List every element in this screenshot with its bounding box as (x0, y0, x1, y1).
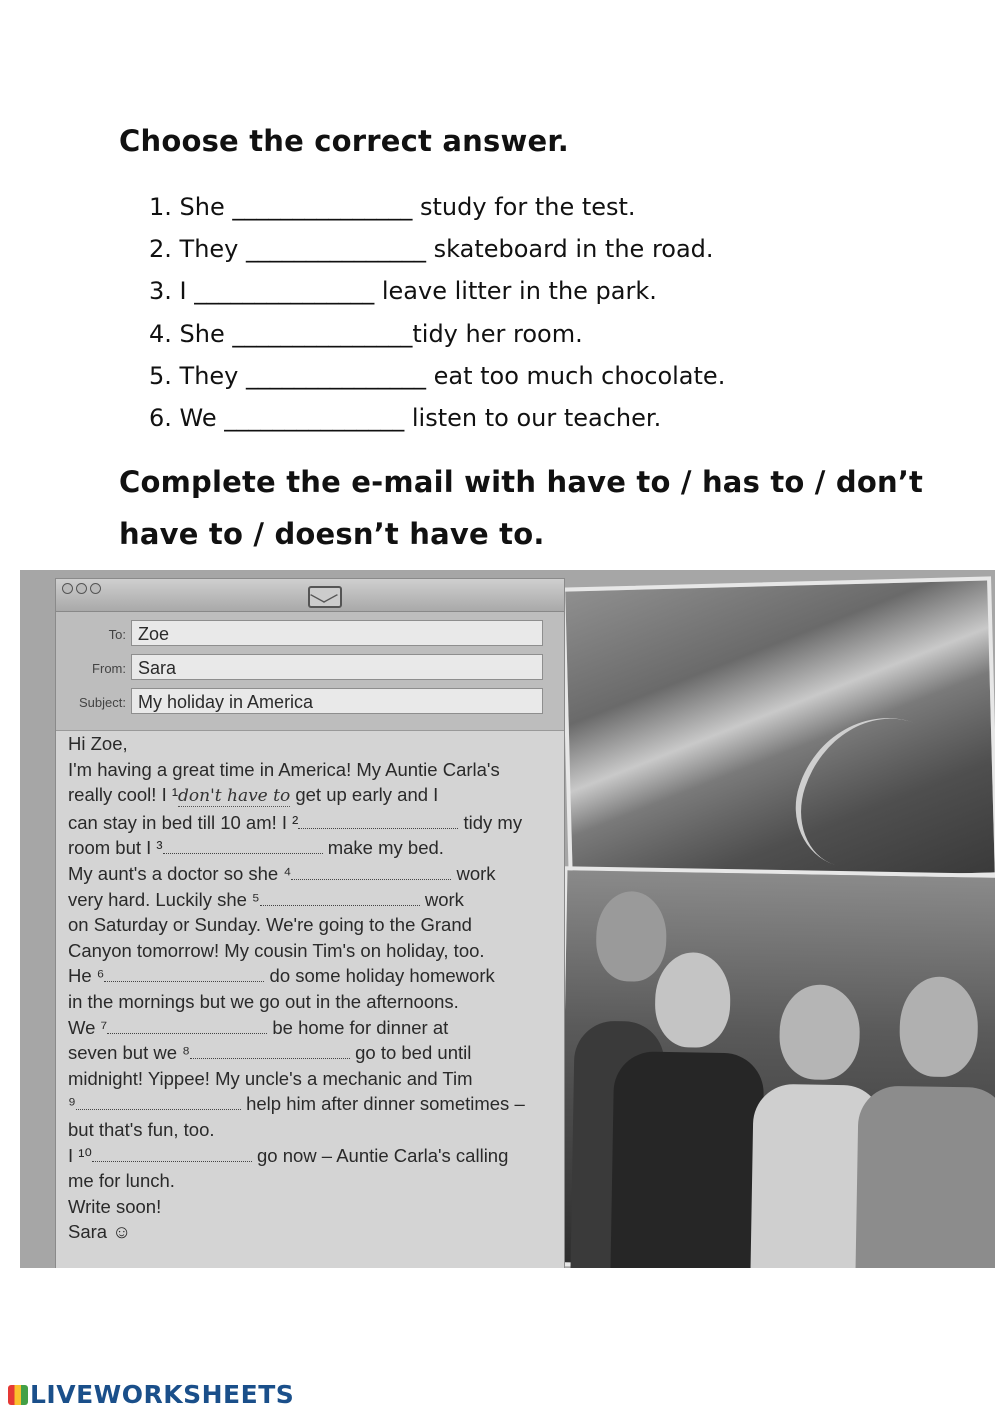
email-line: My aunt's a doctor so she ⁴ work (68, 862, 496, 884)
email-line: midnight! Yippee! My uncle's a mechanic and Tim (68, 1067, 473, 1089)
email-line: in the mornings but we go out in the afternoons. (68, 990, 459, 1012)
question-4: 4. She _______________tidy her room. (149, 320, 583, 348)
question-5: 5. They _______________ eat too much chocolate. (149, 362, 726, 390)
window-close-icon (62, 583, 73, 594)
email-line: room but I ³ make my bed. (68, 837, 444, 859)
email-line: seven but we ⁸ go to bed until (68, 1042, 472, 1064)
from-field: Sara (131, 654, 543, 680)
email-greeting: Hi Zoe, (68, 733, 128, 754)
blank-2 (298, 814, 458, 829)
email-line: very hard. Luckily she ⁵ work (68, 888, 464, 910)
blank-7 (107, 1019, 267, 1034)
email-line: We ⁷ be home for dinner at (68, 1016, 449, 1038)
question-2: 2. They _______________ skateboard in the road. (149, 235, 714, 263)
liveworksheets-logo[interactable]: LIVEWORKSHEETS (8, 1380, 294, 1409)
email-line: really cool! I ¹don't have to get up early and I (68, 784, 439, 807)
question-6: 6. We _______________ listen to our teacher. (149, 404, 662, 432)
blank-9 (76, 1095, 241, 1110)
grand-canyon-photo (561, 576, 995, 887)
email-line: me for lunch. (68, 1170, 175, 1192)
blank-4 (291, 865, 451, 880)
example-answer: don't have to (178, 786, 291, 807)
email-line: I'm having a great time in America! My Auntie Carla's (68, 758, 500, 780)
blank-10 (92, 1147, 252, 1162)
blank-5 (260, 891, 420, 906)
section-2-title-line-1: Complete the e-mail with have to / has to / don’t (119, 465, 924, 499)
subject-field: My holiday in America (131, 688, 543, 714)
section-1-title: Choose the correct answer. (119, 124, 569, 158)
person-shape (855, 1085, 995, 1268)
email-line: can stay in bed till 10 am! I ² tidy my (68, 811, 523, 833)
person-head (654, 952, 731, 1048)
window-zoom-icon (90, 583, 101, 594)
email-body (68, 731, 558, 1245)
river-shape (779, 695, 968, 893)
email-line: on Saturday or Sunday. We're going to the Grand (68, 914, 472, 936)
logo-icon (8, 1385, 28, 1405)
email-line: Write soon! (68, 1195, 162, 1217)
email-line: I ¹⁰ go now – Auntie Carla's calling (68, 1144, 509, 1166)
email-signature: Sara ☺ (68, 1221, 132, 1243)
email-titlebar (56, 579, 564, 612)
blank-8 (190, 1044, 350, 1059)
to-field: Zoe (131, 620, 543, 646)
question-1: 1. She _______________ study for the test. (149, 193, 636, 221)
email-window (55, 578, 565, 1268)
section-2-title-line-2: have to / doesn’t have to. (119, 517, 545, 551)
email-line: ⁹ help him after dinner sometimes – (68, 1093, 525, 1115)
person-head (779, 984, 861, 1080)
blank-3 (163, 839, 323, 854)
email-line: but that's fun, too. (68, 1118, 215, 1140)
textbook-scan (20, 570, 995, 1268)
blank-6 (104, 967, 264, 982)
subject-label: Subject: (79, 695, 126, 710)
email-header (56, 612, 564, 731)
person-shape (610, 1051, 764, 1268)
family-photo (557, 866, 995, 1268)
from-label: From: (92, 661, 126, 676)
envelope-icon (308, 586, 342, 608)
email-line: Canyon tomorrow! My cousin Tim's on holiday, too. (68, 939, 485, 961)
person-head (899, 976, 979, 1077)
email-line: He ⁶ do some holiday homework (68, 965, 495, 987)
person-head (596, 891, 668, 982)
question-3: 3. I _______________ leave litter in the park. (149, 277, 657, 305)
to-label: To: (108, 627, 126, 642)
window-minimize-icon (76, 583, 87, 594)
